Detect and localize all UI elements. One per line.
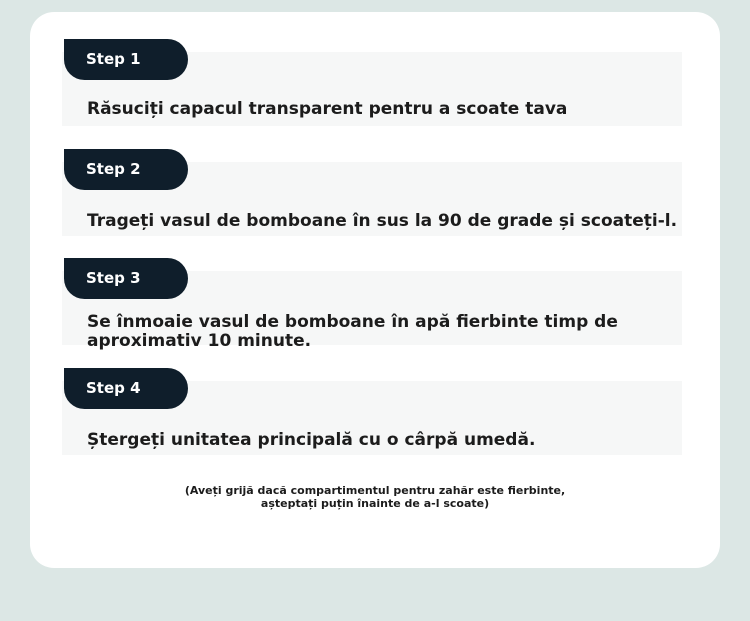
step-2-badge: Step 2 xyxy=(64,149,188,190)
step-4-badge: Step 4 xyxy=(64,368,188,409)
step-4-text: Ștergeți unitatea principală cu o cârpă umedă. xyxy=(87,430,536,450)
step-3-badge: Step 3 xyxy=(64,258,188,299)
caution-note-line-2: așteptați puțin înainte de a-l scoate) xyxy=(260,497,490,510)
step-3-text: Se înmoaie vasul de bomboane în apă fierbinte timp de aproximativ 10 minute. xyxy=(87,312,618,351)
step-1-badge: Step 1 xyxy=(64,39,188,80)
step-2-text: Trageți vasul de bomboane în sus la 90 de grade și scoateți-l. xyxy=(87,211,678,231)
step-1-text: Răsuciți capacul transparent pentru a scoate tava xyxy=(87,99,568,119)
caution-note-line-1: (Aveți grijă dacă compartimentul pentru zahăr este fierbinte, xyxy=(184,484,566,497)
caution-note xyxy=(0,484,750,510)
